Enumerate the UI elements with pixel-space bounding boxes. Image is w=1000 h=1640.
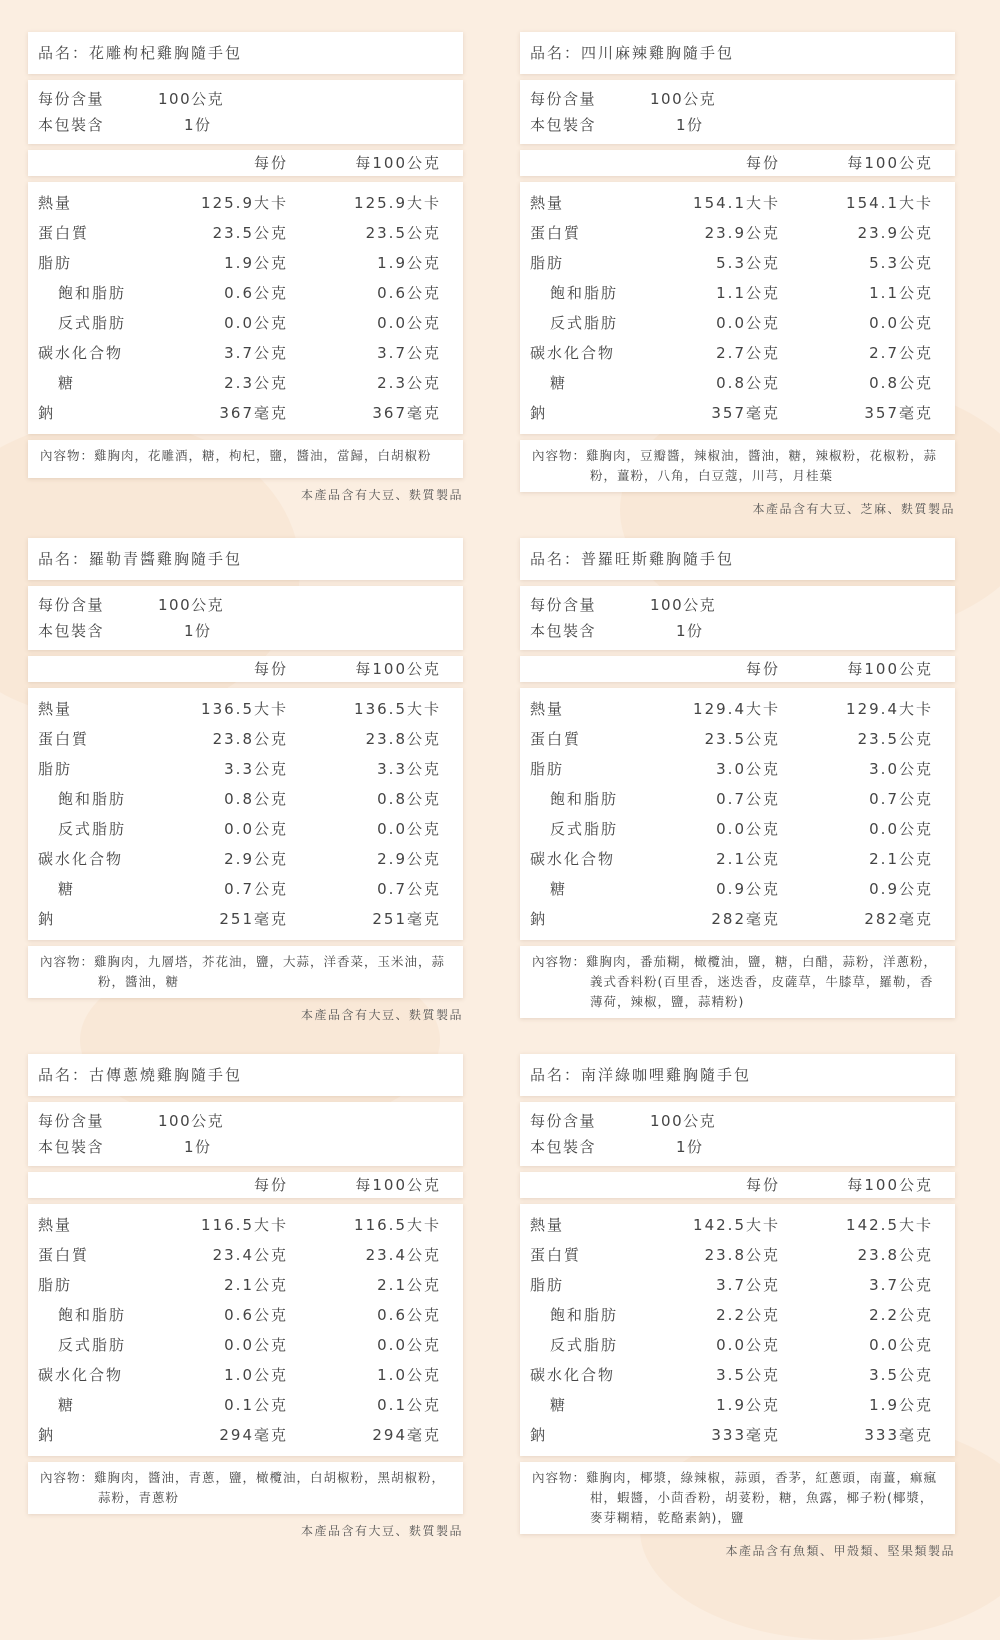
nutrient-row <box>28 248 463 278</box>
nutrient-per-100g: 2.9公克 <box>377 850 441 868</box>
nutrient-row <box>520 188 955 218</box>
nutrient-name: 蛋白質 <box>530 224 582 242</box>
nutrient-per-serving: 0.0公克 <box>716 820 780 838</box>
nutrient-name: 蛋白質 <box>530 1246 582 1264</box>
ingredients: 內容物：雞胸肉，豆瓣醬，辣椒油，醬油，糖，辣椒粉，花椒粉，蒜粉，薑粉，八角，白豆蔻，川芎，月桂葉 <box>520 440 955 492</box>
nutrient-per-serving: 2.1公克 <box>716 850 780 868</box>
column-header <box>520 1172 955 1198</box>
nutrient-name: 飽和脂肪 <box>58 1306 127 1324</box>
nutrient-row <box>28 1270 463 1300</box>
product-title: 品名：花雕枸杞雞胸隨手包 <box>28 32 463 74</box>
nutrient-per-100g: 251毫克 <box>372 910 441 928</box>
serving-size-label: 每份含量 <box>38 596 105 614</box>
nutrient-row <box>520 368 955 398</box>
nutrient-per-100g: 294毫克 <box>372 1426 441 1444</box>
nutrient-per-serving: 251毫克 <box>219 910 288 928</box>
servings-label: 本包裝含 <box>530 622 597 640</box>
nutrient-name: 飽和脂肪 <box>58 790 127 808</box>
nutrient-row <box>520 1270 955 1300</box>
nutrient-per-100g: 2.2公克 <box>869 1306 933 1324</box>
nutrient-per-serving: 0.0公克 <box>224 1336 288 1354</box>
nutrient-name: 糖 <box>58 880 76 898</box>
serving-size-value: 100公克 <box>158 1112 225 1130</box>
servings-row <box>38 618 453 644</box>
nutrient-per-serving: 0.7公克 <box>224 880 288 898</box>
nutrient-name: 碳水化合物 <box>38 850 124 868</box>
nutrient-row <box>520 874 955 904</box>
nutrient-name: 糖 <box>550 374 568 392</box>
nutrient-per-serving: 0.0公克 <box>224 820 288 838</box>
servings-value: 1份 <box>184 116 212 134</box>
nutrient-row <box>28 1300 463 1330</box>
nutrient-per-serving: 125.9大卡 <box>201 194 288 212</box>
nutrient-row <box>520 724 955 754</box>
servings-value: 1份 <box>676 1138 704 1156</box>
nutrient-name: 鈉 <box>38 1426 56 1444</box>
nutrient-name: 脂肪 <box>38 760 73 778</box>
nutrient-per-100g: 3.0公克 <box>869 760 933 778</box>
nutrient-name: 飽和脂肪 <box>550 790 619 808</box>
ingredients: 內容物：雞胸肉，椰漿，綠辣椒，蒜頭，香茅，紅蔥頭，南薑，痲瘋柑，蝦醬，小茴香粉，胡荽粉，糖，魚露，椰子粉(椰漿，麥芽糊精，乾酪素鈉)，鹽 <box>520 1462 955 1534</box>
nutrient-name: 熱量 <box>38 1216 73 1234</box>
nutrient-per-serving: 2.7公克 <box>716 344 780 362</box>
serving-size-value: 100公克 <box>650 1112 717 1130</box>
nutrient-per-serving: 0.0公克 <box>224 314 288 332</box>
nutrient-name: 碳水化合物 <box>38 1366 124 1384</box>
nutrient-name: 糖 <box>550 880 568 898</box>
nutrient-name: 鈉 <box>530 1426 548 1444</box>
nutrient-name: 反式脂肪 <box>58 1336 127 1354</box>
nutrient-name: 碳水化合物 <box>530 1366 616 1384</box>
nutrient-row <box>28 784 463 814</box>
nutrient-table <box>28 688 463 940</box>
nutrient-per-100g: 2.7公克 <box>869 344 933 362</box>
nutrient-name: 蛋白質 <box>38 224 90 242</box>
servings-value: 1份 <box>676 622 704 640</box>
nutrient-per-serving: 3.5公克 <box>716 1366 780 1384</box>
nutrient-row <box>28 1240 463 1270</box>
serving-info <box>28 586 463 650</box>
nutrient-per-100g: 0.8公克 <box>869 374 933 392</box>
column-header <box>520 656 955 682</box>
nutrient-name: 飽和脂肪 <box>550 284 619 302</box>
nutrient-per-100g: 2.1公克 <box>869 850 933 868</box>
column-per-serving: 每份 <box>745 660 780 678</box>
nutrient-per-100g: 116.5大卡 <box>354 1216 441 1234</box>
nutrition-label <box>520 32 955 517</box>
nutrient-name: 脂肪 <box>530 254 565 272</box>
nutrient-per-serving: 23.5公克 <box>212 224 288 242</box>
serving-info <box>520 1102 955 1166</box>
nutrient-per-100g: 1.1公克 <box>869 284 933 302</box>
nutrient-per-serving: 5.3公克 <box>716 254 780 272</box>
nutrient-per-100g: 3.7公克 <box>869 1276 933 1294</box>
serving-size-label: 每份含量 <box>38 1112 105 1130</box>
servings-label: 本包裝含 <box>38 116 105 134</box>
product-title: 品名：南洋綠咖哩雞胸隨手包 <box>520 1054 955 1096</box>
nutrient-row <box>28 218 463 248</box>
column-per-100g: 每100公克 <box>847 1176 933 1194</box>
nutrient-name: 反式脂肪 <box>550 820 619 838</box>
nutrient-per-100g: 1.9公克 <box>377 254 441 272</box>
nutrient-row <box>520 218 955 248</box>
nutrient-row <box>28 874 463 904</box>
nutrition-label <box>28 32 463 503</box>
nutrient-per-serving: 154.1大卡 <box>693 194 780 212</box>
nutrition-label <box>520 1054 955 1559</box>
nutrient-per-100g: 0.8公克 <box>377 790 441 808</box>
nutrient-name: 糖 <box>550 1396 568 1414</box>
nutrient-per-serving: 129.4大卡 <box>693 700 780 718</box>
nutrient-per-100g: 1.0公克 <box>377 1366 441 1384</box>
nutrient-row <box>520 1300 955 1330</box>
nutrient-name: 脂肪 <box>530 1276 565 1294</box>
nutrient-per-100g: 154.1大卡 <box>846 194 933 212</box>
nutrient-per-serving: 0.7公克 <box>716 790 780 808</box>
nutrient-row <box>520 338 955 368</box>
nutrient-row <box>28 904 463 934</box>
allergen-note: 本產品含有大豆、麩質製品 <box>300 488 463 502</box>
nutrient-per-100g: 0.0公克 <box>869 314 933 332</box>
nutrient-per-100g: 23.5公克 <box>857 730 933 748</box>
nutrient-row <box>520 278 955 308</box>
serving-info <box>28 1102 463 1166</box>
nutrient-row <box>28 1210 463 1240</box>
nutrient-name: 蛋白質 <box>38 730 90 748</box>
column-per-100g: 每100公克 <box>847 154 933 172</box>
nutrient-name: 碳水化合物 <box>530 344 616 362</box>
column-header <box>28 656 463 682</box>
nutrient-table <box>520 1204 955 1456</box>
servings-row <box>530 1134 945 1160</box>
nutrient-per-100g: 23.8公克 <box>857 1246 933 1264</box>
nutrient-row <box>28 844 463 874</box>
nutrient-per-100g: 0.0公克 <box>869 1336 933 1354</box>
nutrient-row <box>520 398 955 428</box>
column-per-serving: 每份 <box>253 1176 288 1194</box>
serving-size-row <box>530 1108 945 1134</box>
nutrient-per-serving: 0.9公克 <box>716 880 780 898</box>
nutrient-per-serving: 0.8公克 <box>716 374 780 392</box>
nutrient-row <box>520 904 955 934</box>
nutrient-per-serving: 0.6公克 <box>224 284 288 302</box>
nutrient-row <box>28 694 463 724</box>
serving-size-row <box>530 86 945 112</box>
nutrient-per-serving: 23.9公克 <box>704 224 780 242</box>
column-per-100g: 每100公克 <box>355 154 441 172</box>
servings-label: 本包裝含 <box>38 622 105 640</box>
nutrient-per-100g: 0.6公克 <box>377 1306 441 1324</box>
nutrient-per-serving: 294毫克 <box>219 1426 288 1444</box>
allergen-note: 本產品含有大豆、芝麻、麩質製品 <box>752 502 955 516</box>
nutrient-per-serving: 0.0公克 <box>716 314 780 332</box>
nutrient-row <box>520 1240 955 1270</box>
nutrient-per-100g: 3.3公克 <box>377 760 441 778</box>
nutrient-row <box>520 784 955 814</box>
serving-size-row <box>38 1108 453 1134</box>
nutrient-row <box>28 1420 463 1450</box>
allergen-note: 本產品含有魚類、甲殼類、堅果類製品 <box>725 1544 955 1558</box>
nutrient-name: 碳水化合物 <box>530 850 616 868</box>
nutrient-per-serving: 2.9公克 <box>224 850 288 868</box>
nutrient-row <box>520 248 955 278</box>
nutrient-name: 反式脂肪 <box>58 820 127 838</box>
nutrient-row <box>28 1360 463 1390</box>
nutrient-per-serving: 0.6公克 <box>224 1306 288 1324</box>
serving-info <box>520 586 955 650</box>
nutrient-name: 熱量 <box>38 194 73 212</box>
nutrient-per-100g: 367毫克 <box>372 404 441 422</box>
nutrient-name: 熱量 <box>38 700 73 718</box>
nutrient-per-100g: 125.9大卡 <box>354 194 441 212</box>
nutrient-per-100g: 0.0公克 <box>377 1336 441 1354</box>
nutrient-per-100g: 0.0公克 <box>377 820 441 838</box>
nutrient-per-100g: 136.5大卡 <box>354 700 441 718</box>
nutrient-per-100g: 0.7公克 <box>869 790 933 808</box>
servings-label: 本包裝含 <box>38 1138 105 1156</box>
ingredients: 內容物：雞胸肉，番茄糊，橄欖油，鹽，糖，白醋，蒜粉，洋蔥粉，義式香料粉(百里香，迷迭香，皮薩草，牛膝草，羅勒，香薄荷，辣椒，鹽，蒜精粉) <box>520 946 955 1018</box>
nutrient-per-100g: 23.4公克 <box>365 1246 441 1264</box>
nutrient-per-serving: 333毫克 <box>711 1426 780 1444</box>
nutrient-row <box>520 754 955 784</box>
allergen-note: 本產品含有大豆、麩質製品 <box>300 1008 463 1022</box>
product-title: 品名：普羅旺斯雞胸隨手包 <box>520 538 955 580</box>
nutrient-row <box>28 724 463 754</box>
nutrient-name: 脂肪 <box>530 760 565 778</box>
nutrient-per-100g: 3.5公克 <box>869 1366 933 1384</box>
column-header <box>28 1172 463 1198</box>
nutrient-per-100g: 282毫克 <box>864 910 933 928</box>
nutrient-per-100g: 3.7公克 <box>377 344 441 362</box>
nutrient-table <box>520 688 955 940</box>
serving-size-row <box>38 592 453 618</box>
nutrient-per-serving: 0.0公克 <box>716 1336 780 1354</box>
nutrient-row <box>28 754 463 784</box>
nutrient-name: 飽和脂肪 <box>550 1306 619 1324</box>
column-per-100g: 每100公克 <box>355 660 441 678</box>
serving-size-row <box>38 86 453 112</box>
nutrient-name: 糖 <box>58 1396 76 1414</box>
nutrient-per-serving: 3.0公克 <box>716 760 780 778</box>
nutrient-per-100g: 333毫克 <box>864 1426 933 1444</box>
column-per-100g: 每100公克 <box>355 1176 441 1194</box>
nutrient-table <box>520 182 955 434</box>
nutrient-per-100g: 0.0公克 <box>377 314 441 332</box>
serving-size-row <box>530 592 945 618</box>
nutrient-name: 鈉 <box>530 404 548 422</box>
nutrient-per-serving: 3.7公克 <box>224 344 288 362</box>
nutrient-name: 反式脂肪 <box>550 1336 619 1354</box>
servings-row <box>530 112 945 138</box>
nutrient-row <box>520 1360 955 1390</box>
nutrition-label <box>28 1054 463 1539</box>
nutrient-per-100g: 0.9公克 <box>869 880 933 898</box>
nutrient-table <box>28 1204 463 1456</box>
nutrient-row <box>520 308 955 338</box>
nutrient-per-serving: 0.1公克 <box>224 1396 288 1414</box>
nutrient-row <box>520 1420 955 1450</box>
serving-info <box>28 80 463 144</box>
servings-value: 1份 <box>184 622 212 640</box>
column-per-serving: 每份 <box>253 154 288 172</box>
serving-size-value: 100公克 <box>650 596 717 614</box>
nutrient-per-100g: 357毫克 <box>864 404 933 422</box>
serving-info <box>520 80 955 144</box>
nutrient-per-serving: 23.5公克 <box>704 730 780 748</box>
ingredients: 內容物：雞胸肉，醬油，青蔥，鹽，橄欖油，白胡椒粉，黑胡椒粉，蒜粉，青蔥粉 <box>28 1462 463 1514</box>
nutrient-per-100g: 142.5大卡 <box>846 1216 933 1234</box>
nutrient-per-100g: 5.3公克 <box>869 254 933 272</box>
serving-size-label: 每份含量 <box>530 1112 597 1130</box>
serving-size-label: 每份含量 <box>38 90 105 108</box>
nutrient-row <box>28 308 463 338</box>
nutrition-label <box>28 538 463 1023</box>
nutrient-per-serving: 23.8公克 <box>704 1246 780 1264</box>
serving-size-value: 100公克 <box>158 596 225 614</box>
nutrient-per-serving: 0.8公克 <box>224 790 288 808</box>
nutrient-per-100g: 0.0公克 <box>869 820 933 838</box>
nutrient-row <box>28 398 463 428</box>
nutrient-per-serving: 136.5大卡 <box>201 700 288 718</box>
nutrient-row <box>520 844 955 874</box>
column-header <box>520 150 955 176</box>
servings-value: 1份 <box>676 116 704 134</box>
ingredients: 內容物：雞胸肉，九層塔，芥花油，鹽，大蒜，洋香菜，玉米油，蒜粉，醬油，糖 <box>28 946 463 998</box>
nutrient-name: 熱量 <box>530 194 565 212</box>
serving-size-value: 100公克 <box>158 90 225 108</box>
nutrient-per-serving: 1.9公克 <box>224 254 288 272</box>
nutrient-name: 糖 <box>58 374 76 392</box>
nutrient-per-100g: 23.5公克 <box>365 224 441 242</box>
servings-row <box>38 112 453 138</box>
product-title: 品名：古傳蔥燒雞胸隨手包 <box>28 1054 463 1096</box>
nutrient-row <box>28 814 463 844</box>
nutrition-label <box>520 538 955 1026</box>
nutrient-name: 蛋白質 <box>38 1246 90 1264</box>
serving-size-label: 每份含量 <box>530 90 597 108</box>
nutrient-row <box>520 1390 955 1420</box>
nutrient-per-serving: 2.2公克 <box>716 1306 780 1324</box>
nutrient-per-100g: 129.4大卡 <box>846 700 933 718</box>
nutrient-per-serving: 1.0公克 <box>224 1366 288 1384</box>
nutrient-per-serving: 116.5大卡 <box>201 1216 288 1234</box>
nutrient-row <box>520 694 955 724</box>
nutrient-per-100g: 23.8公克 <box>365 730 441 748</box>
nutrient-per-serving: 2.1公克 <box>224 1276 288 1294</box>
nutrient-per-serving: 3.3公克 <box>224 760 288 778</box>
nutrient-name: 蛋白質 <box>530 730 582 748</box>
nutrient-name: 脂肪 <box>38 1276 73 1294</box>
nutrient-row <box>28 278 463 308</box>
column-per-serving: 每份 <box>745 1176 780 1194</box>
nutrient-name: 飽和脂肪 <box>58 284 127 302</box>
column-header <box>28 150 463 176</box>
nutrient-row <box>28 338 463 368</box>
nutrient-per-serving: 282毫克 <box>711 910 780 928</box>
nutrient-row <box>520 1330 955 1360</box>
column-per-serving: 每份 <box>745 154 780 172</box>
nutrient-name: 熱量 <box>530 700 565 718</box>
servings-label: 本包裝含 <box>530 1138 597 1156</box>
nutrient-per-serving: 1.9公克 <box>716 1396 780 1414</box>
nutrient-table <box>28 182 463 434</box>
servings-value: 1份 <box>184 1138 212 1156</box>
nutrient-per-100g: 0.7公克 <box>377 880 441 898</box>
column-per-100g: 每100公克 <box>847 660 933 678</box>
nutrient-name: 反式脂肪 <box>550 314 619 332</box>
nutrient-name: 脂肪 <box>38 254 73 272</box>
nutrient-row <box>28 368 463 398</box>
product-title: 品名：四川麻辣雞胸隨手包 <box>520 32 955 74</box>
serving-size-value: 100公克 <box>650 90 717 108</box>
nutrient-per-100g: 0.6公克 <box>377 284 441 302</box>
nutrient-row <box>28 188 463 218</box>
servings-row <box>38 1134 453 1160</box>
servings-row <box>530 618 945 644</box>
nutrient-name: 熱量 <box>530 1216 565 1234</box>
nutrient-row <box>520 1210 955 1240</box>
nutrient-row <box>28 1390 463 1420</box>
nutrient-per-100g: 2.1公克 <box>377 1276 441 1294</box>
nutrient-per-serving: 23.8公克 <box>212 730 288 748</box>
nutrient-row <box>28 1330 463 1360</box>
nutrient-per-100g: 0.1公克 <box>377 1396 441 1414</box>
serving-size-label: 每份含量 <box>530 596 597 614</box>
nutrient-name: 碳水化合物 <box>38 344 124 362</box>
nutrient-per-serving: 2.3公克 <box>224 374 288 392</box>
nutrient-per-serving: 142.5大卡 <box>693 1216 780 1234</box>
nutrient-per-serving: 1.1公克 <box>716 284 780 302</box>
allergen-note: 本產品含有大豆、麩質製品 <box>300 1524 463 1538</box>
nutrient-per-serving: 23.4公克 <box>212 1246 288 1264</box>
nutrient-per-100g: 1.9公克 <box>869 1396 933 1414</box>
servings-label: 本包裝含 <box>530 116 597 134</box>
ingredients: 內容物：雞胸肉，花雕酒，糖，枸杞，鹽，醬油，當歸，白胡椒粉 <box>28 440 463 478</box>
nutrient-name: 鈉 <box>38 910 56 928</box>
product-title: 品名：羅勒青醬雞胸隨手包 <box>28 538 463 580</box>
nutrient-per-100g: 23.9公克 <box>857 224 933 242</box>
nutrient-name: 鈉 <box>38 404 56 422</box>
nutrient-row <box>520 814 955 844</box>
nutrient-name: 反式脂肪 <box>58 314 127 332</box>
nutrient-per-serving: 367毫克 <box>219 404 288 422</box>
nutrient-per-serving: 357毫克 <box>711 404 780 422</box>
nutrient-per-100g: 2.3公克 <box>377 374 441 392</box>
column-per-serving: 每份 <box>253 660 288 678</box>
nutrient-per-serving: 3.7公克 <box>716 1276 780 1294</box>
nutrient-name: 鈉 <box>530 910 548 928</box>
